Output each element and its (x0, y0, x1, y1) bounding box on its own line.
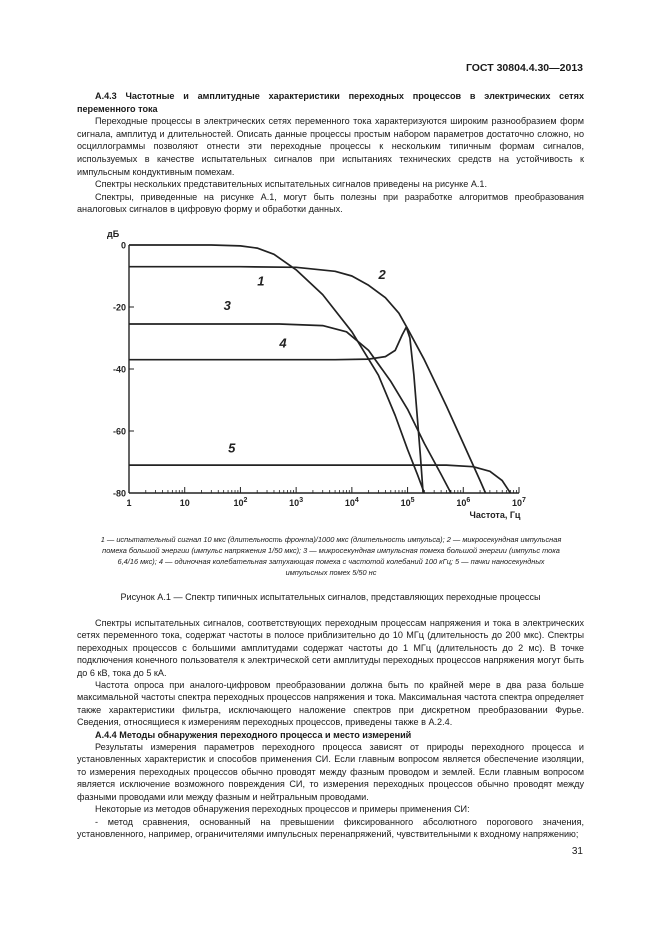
paragraph: Спектры, приведенные на рисунке А.1, могут быть полезны при разработке алгоритмов преобразования аналоговых сигналов в цифровую форму и обработки данных. (77, 191, 584, 215)
y-tick-label: -20 (112, 302, 126, 313)
figure-caption: Рисунок А.1 — Спектр типичных испытательных сигналов, представляющих переходные процессы (120, 592, 541, 602)
paragraph: Переходные процессы в электрических сетях переменного тока характеризуются широким разнообразием форм сигнала, амплитуд и длительностей. Описать данные процессы простым набором параметров достаточно сложно, но осциллограммы позволяют отнести эти переходные процессы к нескольким типичным формам сигналов, используемых в качестве испытательных сигналов при испытаниях технических средств на устойчивость к импульсным кондуктивным помехам. (77, 116, 584, 177)
series-line-3 (129, 324, 451, 493)
page-number: 31 (571, 846, 583, 857)
figure-legend: 1 — испытательный сигнал 10 мкс (длительность фронта)/1000 мкс (длительность импульса); 2 — микросекундная импульсная помеха большой энергии (импульс напряжения 1/50 мкс); 3 — микросекундная импульсная помеха большой энергии (импульс тока 6,4/16 мкс); 4 — одиночная колебательная затухающая помеха с частотой колебаний 100 кГц; 5 — пачки наносекундных импульсных помех 5/50 нс (100, 535, 562, 577)
series-label-5: 5 (228, 440, 236, 456)
paragraph: Спектры испытательных сигналов, соответствующих переходным процессам напряжения и тока в электрических сетях переменного тока, содержат частоты в полосе приблизительно до 10 МГц (длительность до 200 мкс). Спектры переходных процессов с большими амплитудами содержат частоты до 1 МГц (длительность до 2 мс). В точке подключения конечного пользователя к электрической сети амплитуды переходных процессов напряжения могут быть до 6 кВ, тока до 5 кА. (77, 618, 584, 678)
x-tick-label: $10^4$ (344, 497, 359, 508)
x-tick-label: $10^3$ (289, 497, 304, 508)
standard-number: ГОСТ 30804.4.30—2013 (465, 62, 583, 74)
y-tick-label: 0 (120, 240, 126, 251)
x-tick-label: $10^5$ (400, 497, 415, 508)
x-tick-label: $10^7$ (512, 497, 526, 508)
spectrum-chart (77, 222, 547, 528)
section-a44-heading: А.4.4 Методы обнаружения переходного процесса и место измерений (95, 729, 412, 740)
series-label-3: 3 (223, 298, 231, 314)
y-axis-label: дБ (107, 229, 120, 239)
x-tick-label: $10^2$ (233, 497, 248, 508)
series-label-1: 1 (257, 273, 265, 289)
y-tick-label: -40 (112, 364, 126, 375)
y-tick-label: -80 (112, 488, 126, 499)
section-a43-heading: А.4.3 Частотные и амплитудные характеристики переходных процессов в электрических сетях переменного тока (77, 91, 584, 114)
paragraph: Некоторые из методов обнаружения переходных процессов и примеры применения СИ: (95, 804, 470, 815)
series-label-2: 2 (378, 267, 386, 283)
paragraph: Частота опроса при аналого-цифровом преобразовании должна быть по крайней мере в два раза больше максимальной частоты спектра переходных процессов напряжения и тока. Максимальная частота спектра определяет также характеристики фильтра, исключающего наложение спектров при дискретном преобразовании Фурье. Сведения, относящиеся к измерениям переходных процессов, приведены также в А.2.4. (77, 680, 584, 728)
paragraph: Спектры нескольких представительных испытательных сигналов приведены на рисунке А.1. (95, 179, 488, 190)
x-tick-label: $10^6$ (456, 497, 471, 508)
series-label-4: 4 (279, 335, 287, 351)
section-body (77, 617, 584, 840)
x-tick-label: 1 (126, 498, 132, 508)
paragraph: Результаты измерения параметров переходного процесса зависят от природы переходного процесса и установленных характеристик и способов применения СИ. Если главным вопросом является обеспечение изоляции, то измерения переходных процессов обычно проводят между фазным проводом и землей. Если главным вопросом является исключение возможного повреждения СИ, то измерения переходных процессов обычно проводят между фазными проводами или между фазным и нейтральным проводами. (77, 742, 584, 802)
section-a43 (77, 90, 584, 216)
series-line-5 (129, 465, 510, 493)
x-tick-label: 10 (179, 498, 190, 508)
list-item: - метод сравнения, основанный на превышении фиксированного абсолютного порогового значения, установленного, например, ограничителями импульсных перенапряжений, чувствительными к входному напряжению; (77, 816, 584, 839)
y-tick-label: -60 (112, 426, 126, 437)
series-line-1 (129, 245, 424, 493)
series-line-4 (129, 327, 423, 493)
x-axis-label: Частота, Гц (469, 510, 521, 520)
